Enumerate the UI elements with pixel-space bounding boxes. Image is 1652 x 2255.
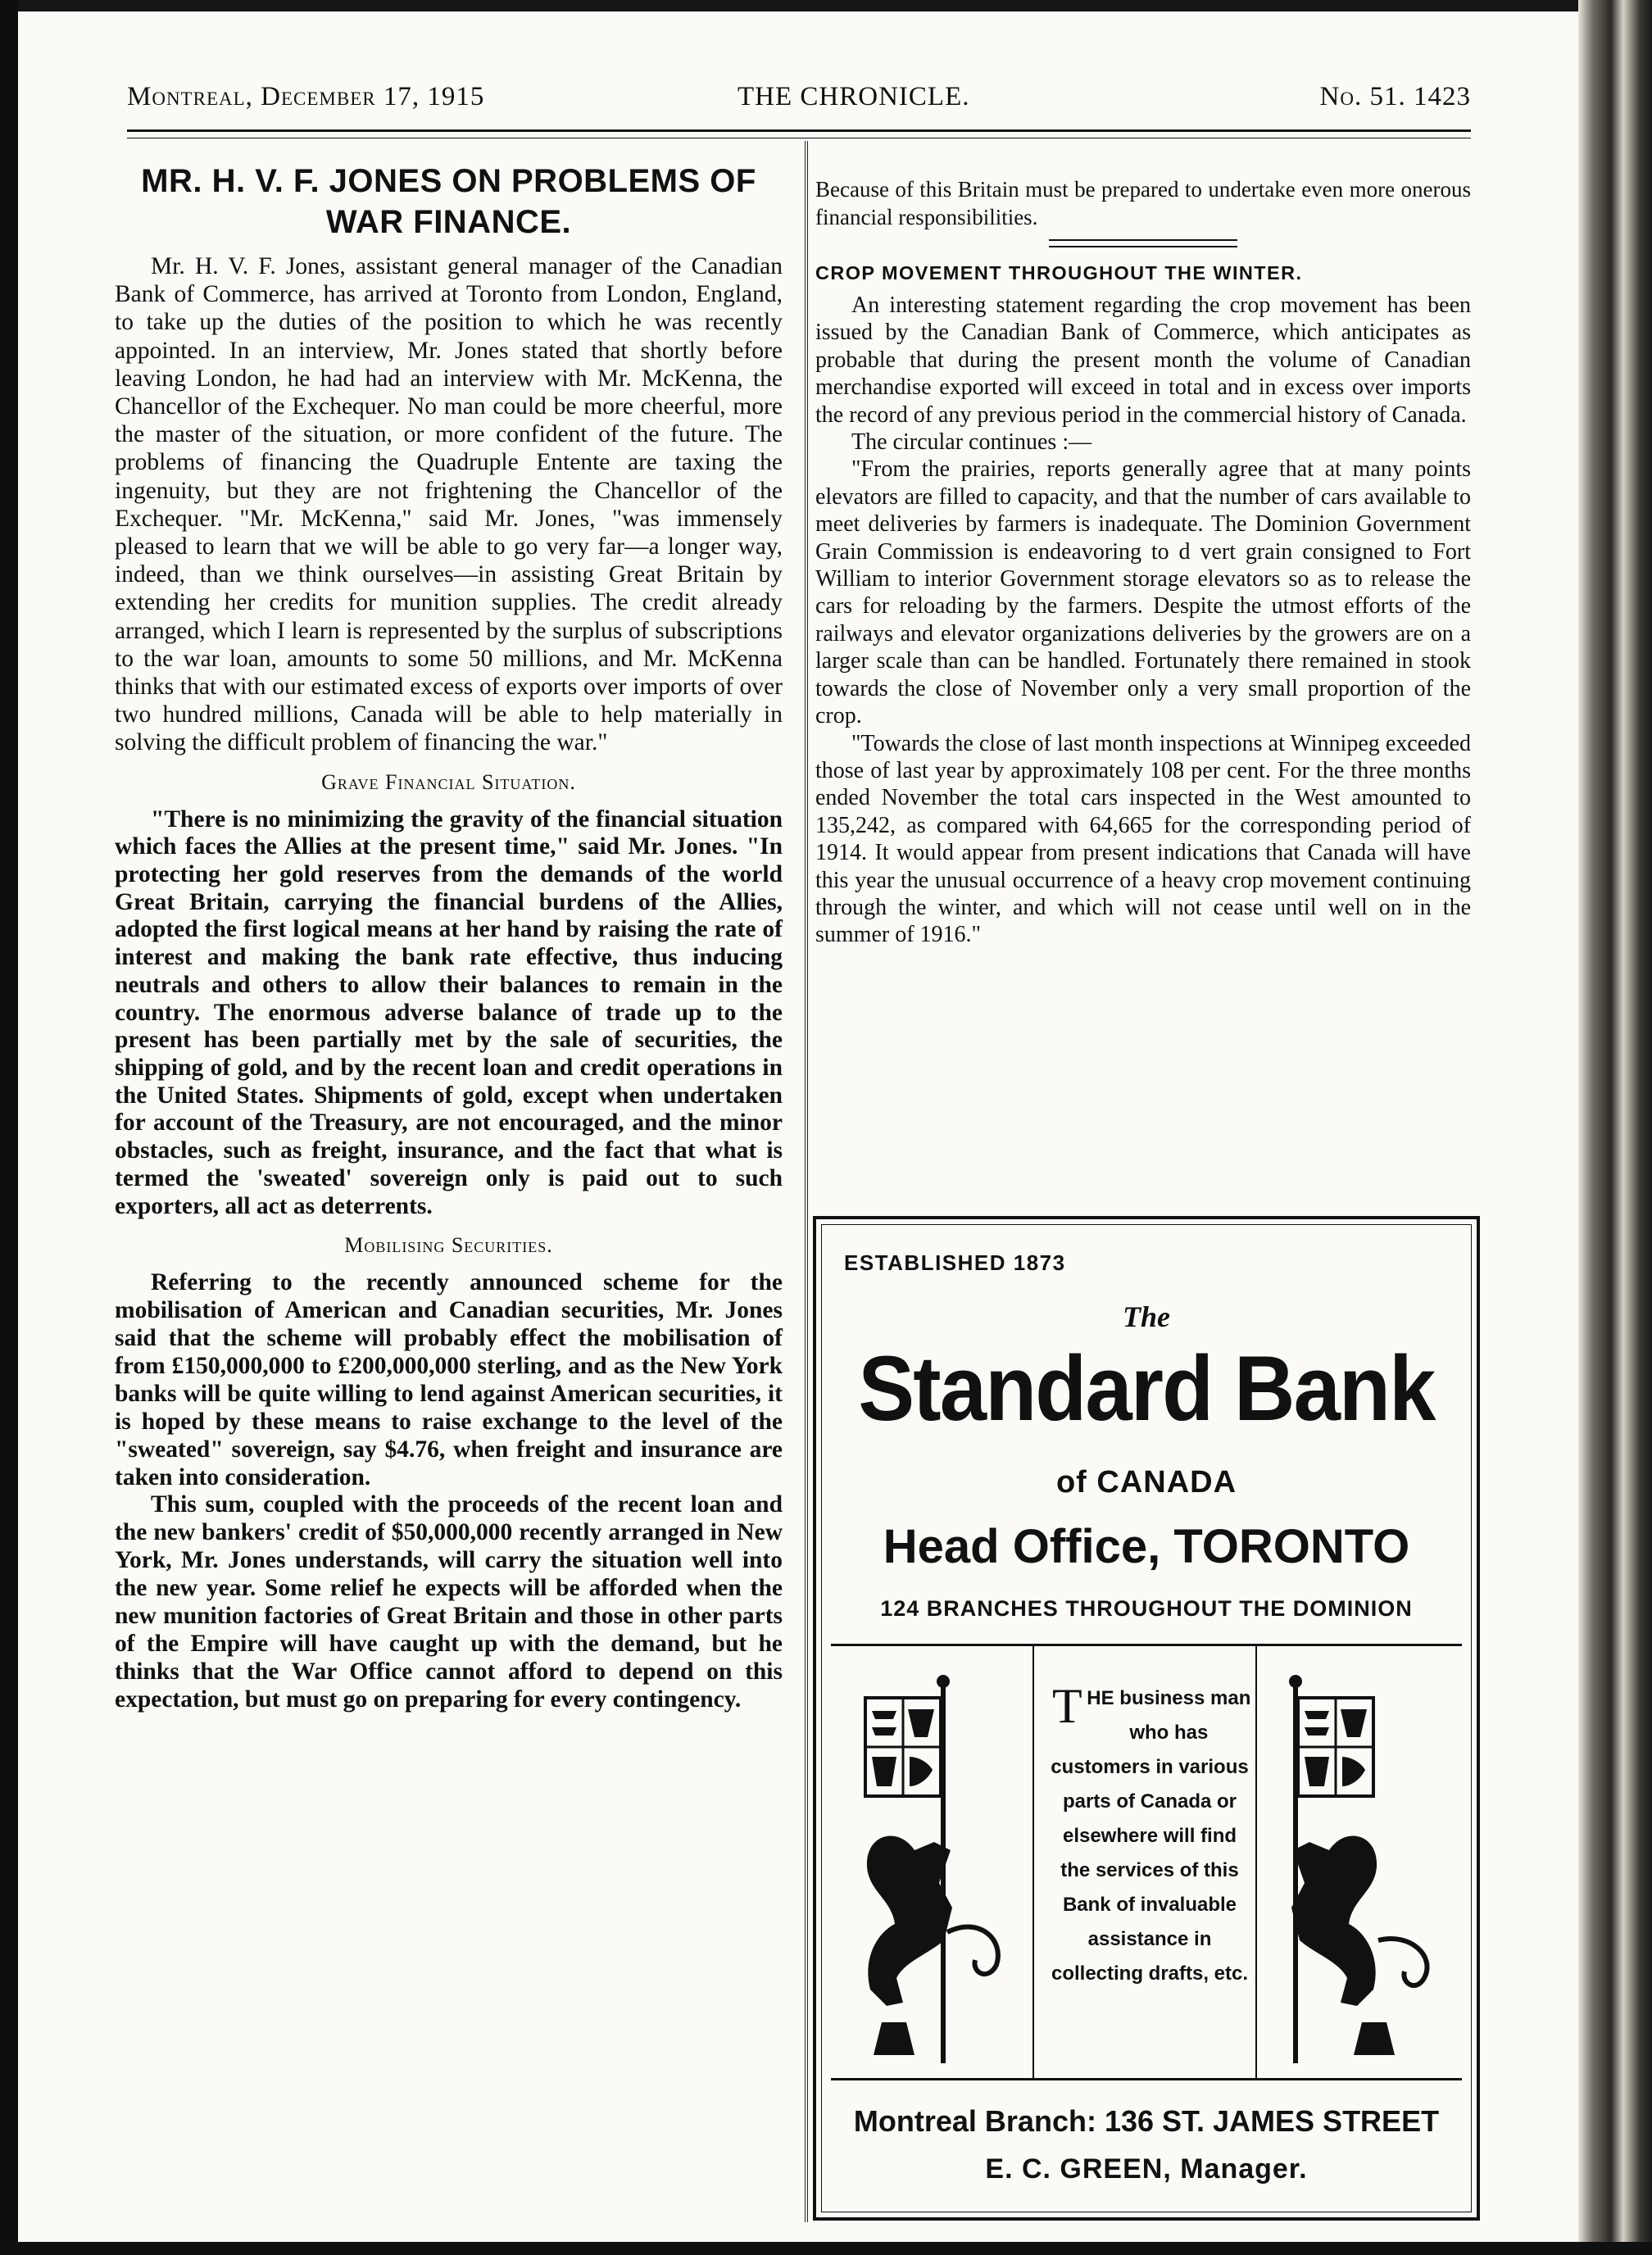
article-paragraph: The circular continues :— — [851, 429, 1092, 456]
ad-dropcap: T — [1052, 1679, 1082, 1733]
lion-flag-emblem-icon — [1264, 1662, 1460, 2071]
article-paragraph: "There is no minimizing the gravity of the financial situation which faces the Allies at the present time," said Mr. Jones. "In protecting her gold reserves from the demands of the world Great Britain, carrying the financial burdens of the Allies, adopted the first logical means at her hand by raising the rate of interest and making the bank rate effective, thus inducing neutrals and others to allow their balances to remain in the country. The enormous adverse balance of trade up to the present has been partially met by the sale of securities, the shipping of gold, and by the recent loan and credit operations in the United States. Shipments of gold, except when undertaken for account of the Treasury, are not encouraged, and the minor obstacles, such as freight, insurance, and the fact that what is termed the 'sweated' sovereign only is paid out to such exporters, all act as deterrents. — [115, 805, 783, 1219]
section-subhead: Grave Financial Situation. — [321, 769, 576, 794]
ad-message — [1047, 1681, 1252, 1991]
article-paragraph: "From the prairies, reports generally agree that at many points elevators are filled to capacity, and that the number of cars available to meet deliveries by farmers is inadequate. The Dominion Government Grain Commission is endeavoring to d vert grain consigned to Fort William to interior Government storage elevators so as to release the cars for reloading by the farmers. Despite the utmost efforts of the railways and elevator organizations deliveries by the growers are on a larger scale than can be handled. Fortunately there remained in stook towards the close of November only a very small proportion of the crop. — [815, 456, 1471, 729]
header-double-rule — [127, 129, 1471, 138]
article-continuation: Because of this Britain must be prepared to undertake even more onerous financial responsibilities. — [815, 177, 1471, 229]
lion-flag-emblem-icon — [833, 1662, 1029, 2071]
running-head — [127, 82, 1471, 123]
running-head-page-number: No. 51. 1423 — [1319, 82, 1471, 111]
column-divider — [805, 141, 808, 2222]
ad-panel-divider — [1032, 1646, 1034, 2078]
scan-bottom-edge — [0, 2242, 1652, 2255]
article-headline: CROP MOVEMENT THROUGHOUT THE WINTER. — [815, 262, 1303, 284]
ad-branches: 124 BRANCHES THROUGHOUT THE DOMINION — [880, 1596, 1413, 1621]
right-column — [815, 175, 1471, 949]
running-head-title: THE CHRONICLE. — [738, 82, 970, 111]
left-column — [115, 161, 783, 1714]
ad-head-office: Head Office, TORONTO — [883, 1520, 1410, 1573]
ad-manager: E. C. GREEN, Manager. — [985, 2153, 1308, 2185]
ad-branch-address: Montreal Branch: 136 ST. JAMES STREET — [853, 2104, 1440, 2138]
scan-binding-edge — [1578, 0, 1652, 2255]
article-headline: MR. H. V. F. JONES ON PROBLEMS OF WAR FINANCE. — [141, 163, 756, 240]
article-paragraph: This sum, coupled with the proceeds of the recent loan and the new bankers' credit of $50,000,000 recently arranged in New York, Mr. Jones understands, will carry the situation well into the new year. Some relief he expects will be afforded when the new munition factories of Great Britain and those in other parts of the Empire will have caught up with the demand, but he thinks that the War Office cannot afford to depend on this expectation, but must go on preparing for every contingency. — [115, 1491, 783, 1713]
ad-bank-name: Standard Bank — [858, 1337, 1435, 1440]
bank-advertisement — [813, 1216, 1480, 2221]
scan-top-edge — [0, 0, 1652, 11]
section-subhead: Mobilising Securities. — [344, 1233, 553, 1258]
article-paragraph: An interesting statement regarding the crop movement has been issued by the Canadian Bank of Commerce, which anticipates as probable that during the present month the volume of Canadian merchandise exported will exceed in total and in excess over imports the record of any previous period in the commercial history of Canada. — [815, 293, 1471, 428]
ad-rule — [831, 2078, 1462, 2080]
running-head-date: Montreal, December 17, 1915 — [127, 82, 485, 111]
article-paragraph: Referring to the recently announced scheme for the mobilisation of American and Canadian securities, Mr. Jones said that the scheme will probably effect the mobilisation of from £150,000,000 to £200,000,000 sterling, and as the New York banks will be quite willing to lend against American securities, it is hoped by these means to raise exchange to the level of the "sweated" sovereign, say $4.76, when freight and insurance are taken into consideration. — [115, 1269, 783, 1490]
ad-the: The — [1123, 1300, 1170, 1333]
ad-rule — [831, 1644, 1462, 1646]
article-separator-rule — [1049, 239, 1237, 247]
ad-established: ESTABLISHED 1873 — [844, 1250, 1066, 1275]
article-paragraph: Mr. H. V. F. Jones, assistant general manager of the Canadian Bank of Commerce, has arrived at Toronto from London, England, to take up the duties of the position to which he was recently appointed. In an interview, Mr. Jones stated that shortly before leaving London, he had had an interview with Mr. McKenna, the Chancellor of the Exchequer. No man could be more cheerful, more the master of the situation, or more confident of the future. The problems of financing the Quadruple Entente are taxing the ingenuity, but they are not frightening the Chancellor of the Exchequer. "Mr. McKenna," said Mr. Jones, "was immensely pleased to learn that we will be able to go very far—a longer way, indeed, than we think ourselves—in assisting Great Britain by extending her credits for munition supplies. The credit already arranged, which I learn is represented by the surplus of subscriptions to the war loan, amounts to some 50 millions, and Mr. McKenna thinks that with our estimated excess of exports over imports of over two hundred millions, Canada will be able to help materially in solving the difficult problem of financing the war." — [115, 253, 783, 756]
article-paragraph: "Towards the close of last month inspections at Winnipeg exceeded those of last year by approximately 108 per cent. For the three months ended November the total cars inspected in the West amounted to 135,242, as compared with 64,665 for the corresponding period of 1914. It would appear from present indications that Canada will have this year the unusual occurrence of a heavy crop movement continuing through the winter, and which will not cease until well on in the summer of 1916." — [815, 730, 1471, 948]
ad-message-text: HE business man who has customers in various parts of Canada or elsewhere will find the services of this Bank of invaluable assistance in collecting drafts, etc. — [1051, 1687, 1251, 1985]
scan-left-edge — [0, 0, 18, 2255]
ad-of-country: of CANADA — [1055, 1465, 1237, 1500]
ad-panel-divider — [1255, 1646, 1257, 2078]
